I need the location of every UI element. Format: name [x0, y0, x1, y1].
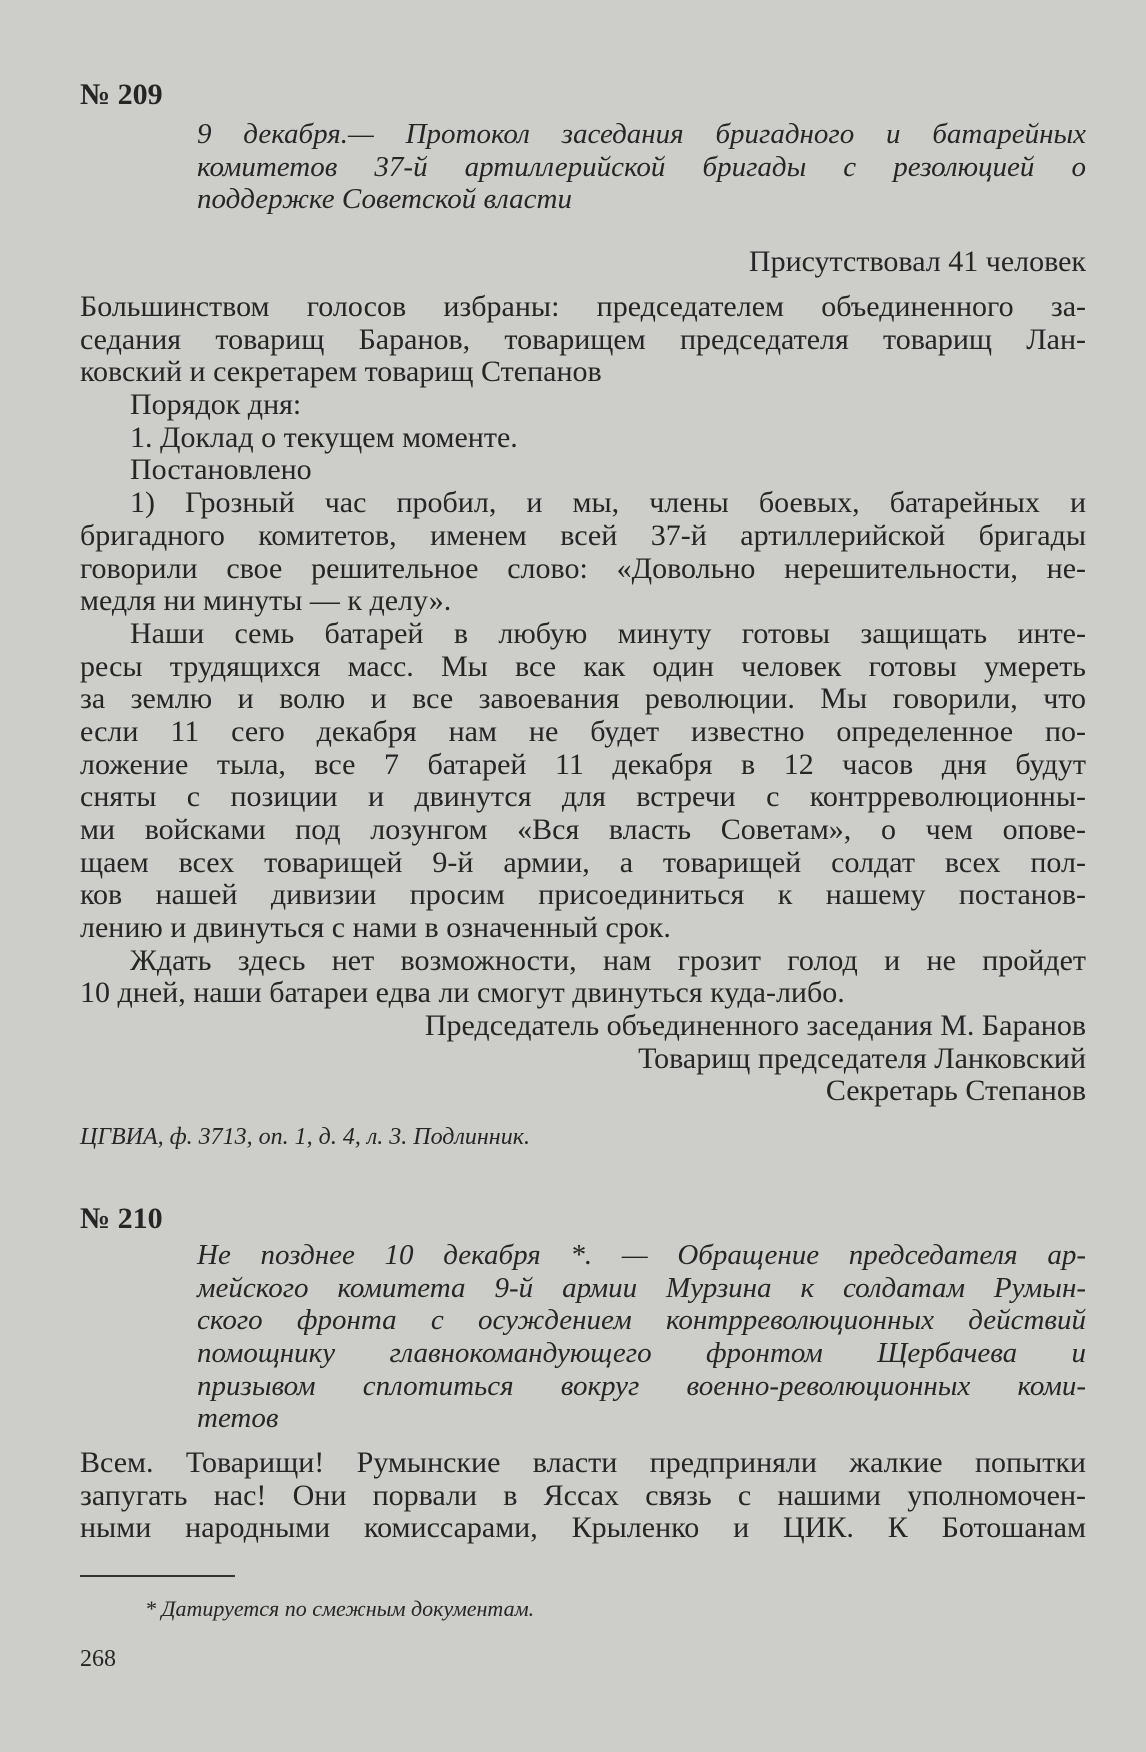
- signature-line: Председатель объединенного заседания М. Баранов: [424, 1009, 1086, 1042]
- text-line: ковский и секретарем товарищ Степанов: [80, 355, 602, 389]
- document-209-body: [80, 291, 1086, 1010]
- text-line: лению и двинуться с нами в означенный срок.: [80, 911, 671, 945]
- document-210-number: № 210: [80, 1202, 163, 1235]
- signature-line: Товарищ председателя Ланковский: [638, 1041, 1086, 1075]
- text-line: Ждать здесь нет возможности, нам грозит голод и не пройдет: [130, 943, 1086, 977]
- text-line: Постановлено: [130, 453, 312, 487]
- footnote-divider: [80, 1575, 235, 1577]
- heading-line: ского фронта с осуждением контрреволюционных действий: [197, 1304, 1086, 1337]
- heading-line: поддержке Советской власти: [197, 183, 572, 216]
- text-line: ми войсками под лозунгом «Вся власть Советам», о чем опове-: [80, 813, 1086, 846]
- heading-line: мейского комитета 9-й армии Мурзина к солдатам Румын-: [197, 1271, 1086, 1304]
- text-line: сняты с позиции и двинутся для встречи с контрреволюционны-: [80, 780, 1086, 814]
- text-line: если 11 сего декабря нам не будет известно определенное по-: [80, 714, 1086, 748]
- text-line: Всем. Товарищи! Румынские власти предприняли жалкие попытки: [80, 1446, 1086, 1479]
- document-209-signatures: [80, 1010, 1086, 1108]
- text-line: ложение тыла, все 7 батарей 11 декабря в 12 часов дня будут: [80, 747, 1086, 781]
- signature-line: Секретарь Степанов: [825, 1074, 1086, 1108]
- text-line: 1) Грозный час пробил, и мы, члены боевых, батарейных и: [130, 486, 1086, 520]
- archive-source: ЦГВИА, ф. 3713, оп. 1, д. 4, л. 3. Подлинник.: [80, 1124, 530, 1150]
- heading-line: 9 декабря.— Протокол заседания бригадного и батарейных: [197, 118, 1086, 150]
- document-209-attendance-block: [80, 246, 1086, 279]
- page-number: 268: [80, 1646, 116, 1672]
- text-line: за землю и волю и все завоевания революции. Мы говорили, что: [80, 682, 1086, 716]
- text-line: Порядок дня:: [130, 388, 302, 422]
- text-line: Наши семь батарей в любую минуту готовы защищать инте-: [130, 616, 1086, 650]
- document-210-body: [80, 1447, 1086, 1545]
- text-line: 1. Доклад о текущем моменте.: [130, 420, 518, 454]
- text-line: говорили свое решительное слово: «Довольно нерешительности, не-: [80, 551, 1086, 585]
- document-209-heading: [197, 118, 1086, 216]
- heading-line: тетов: [197, 1402, 279, 1435]
- document-209-number: № 209: [80, 78, 163, 111]
- text-line: бригадного комитетов, именем всей 37-й артиллерийской бригады: [80, 518, 1086, 552]
- text-line: запугать нас! Они порвали в Яссах связь с нашими уполномочен-: [80, 1478, 1086, 1512]
- text-line: ков нашей дивизии просим присоединиться к нашему постанов-: [80, 878, 1086, 912]
- text-line: ресы трудящихся масс. Мы все как один человек готовы умереть: [80, 649, 1086, 683]
- heading-line: помощнику главнокомандующего фронтом Щербачева и: [197, 1337, 1086, 1370]
- heading-line: призывом сплотиться вокруг военно-революционных коми-: [197, 1369, 1086, 1402]
- text-line: седания товарищ Баранов, товарищем председателя товарищ Лан-: [80, 322, 1086, 356]
- footnote: * Датируется по смежным документам.: [145, 1596, 535, 1621]
- text-line: ными народными комиссарами, Крыленко и ЦИК. К Ботошанам: [80, 1511, 1086, 1545]
- text-line: 10 дней, наши батареи едва ли смогут двинуться куда-либо.: [80, 976, 845, 1010]
- attendance-line: Присутствовал 41 человек: [748, 245, 1086, 278]
- heading-line: Не позднее 10 декабря *. — Обращение председателя ар-: [197, 1239, 1086, 1271]
- text-line: медля ни минуты — к делу».: [80, 584, 452, 618]
- text-line: Большинством голосов избраны: председателем объединенного за-: [80, 290, 1086, 323]
- text-line: щаем всех товарищей 9-й армии, а товарищей солдат всех пол-: [80, 845, 1086, 879]
- document-210-heading: [197, 1239, 1086, 1435]
- heading-line: комитетов 37-й артиллерийской бригады с резолюцией о: [197, 150, 1086, 183]
